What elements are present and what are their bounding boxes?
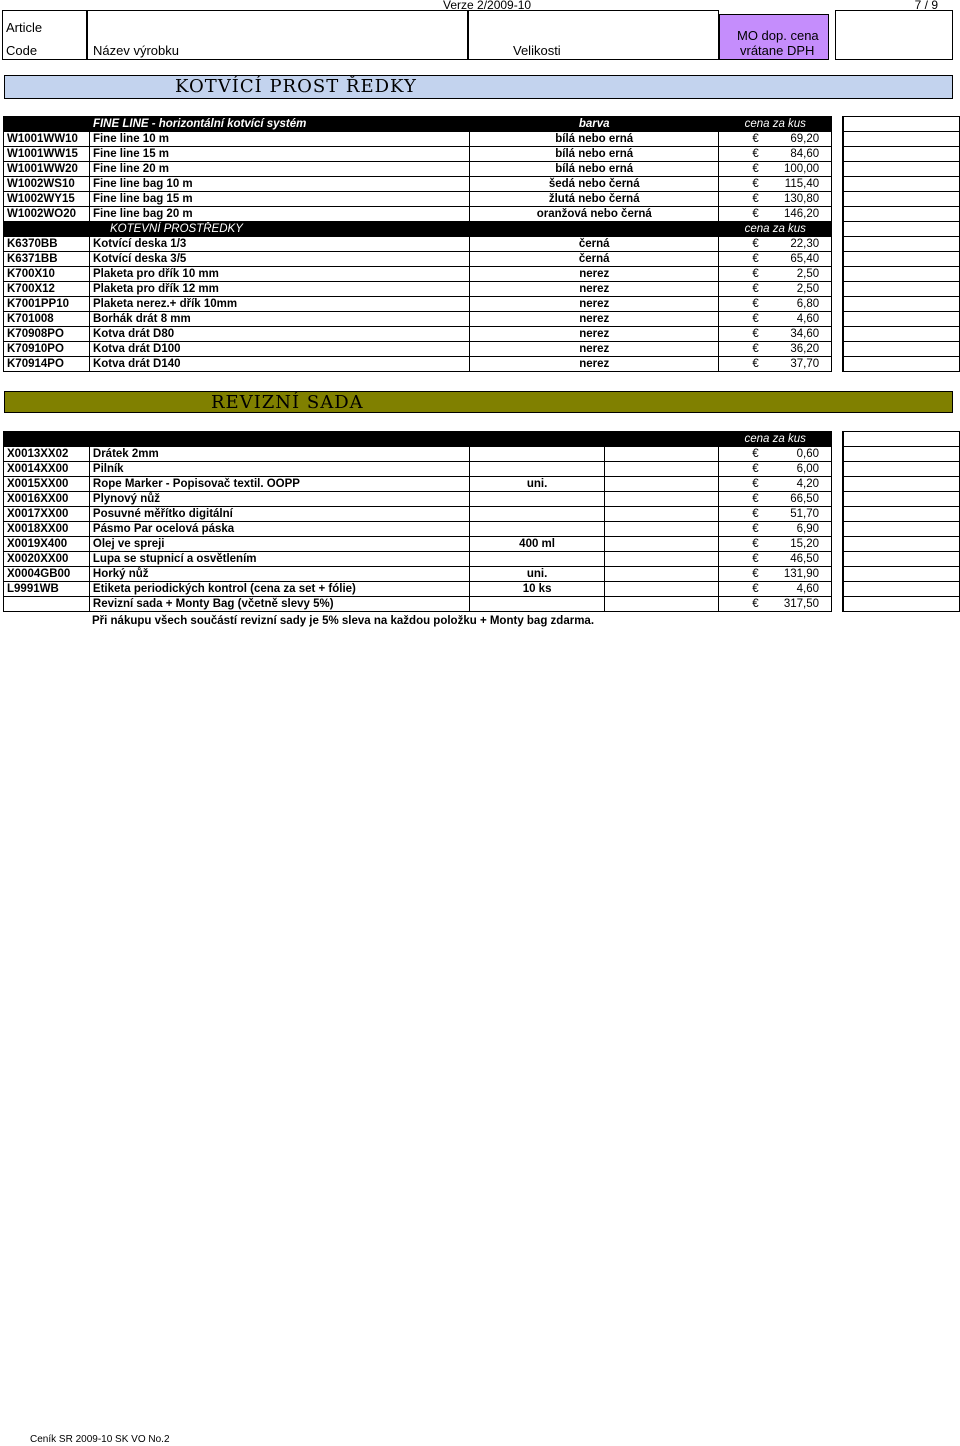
table-row: K700X10 Plaketa pro dřík 10 mm nerez € 2,50 [4, 267, 960, 282]
euro-icon: € [752, 133, 759, 145]
revizni-table [3, 431, 960, 612]
page-number: 7 / 9 [914, 0, 938, 12]
header-article: Article [6, 20, 43, 35]
table-row: X0013XX02 Drátek 2mm € 0,60 [4, 447, 960, 462]
euro-icon: € [752, 208, 759, 220]
table-row: K7001PP10 Plaketa nerez.+ dřík 10mm nerez € 6,80 [4, 297, 960, 312]
section-banner-revizni: REVIZNÍ SADA [4, 391, 953, 413]
euro-icon: € [752, 538, 759, 550]
price-header: cena za kus [719, 222, 832, 237]
euro-icon: € [752, 358, 759, 370]
table-row: K701008 Borhák drát 8 mm nerez € 4,60 [4, 312, 960, 327]
price-header: cena za kus [719, 432, 832, 447]
header-price-line1: MO dop. cena [737, 28, 819, 43]
euro-icon: € [752, 463, 759, 475]
column-header [2, 10, 953, 60]
euro-icon: € [752, 238, 759, 250]
euro-icon: € [752, 478, 759, 490]
header-name: Název výrobku [93, 43, 179, 58]
table-row: W1002WO20 Fine line bag 20 m oranžová nebo černá € 146,20 [4, 207, 960, 222]
table-row: K6371BB Kotvící deska 3/5 černá € 65,40 [4, 252, 960, 267]
header-price-line2: vrátane DPH [740, 43, 815, 58]
table-row: X0019X400 Olej ve spreji 400 ml € 15,20 [4, 537, 960, 552]
group-title: FINE LINE - horizontální kotvící systém [89, 117, 469, 132]
kotvici-table [3, 116, 960, 372]
euro-icon: € [752, 163, 759, 175]
table-row: W1001WW20 Fine line 20 m bílá nebo erná € 100,00 [4, 162, 960, 177]
table-row: X0004GB00 Horký nůž uni. € 131,90 [4, 567, 960, 582]
euro-icon: € [752, 583, 759, 595]
table-row: K6370BB Kotvící deska 1/3 černá € 22,30 [4, 237, 960, 252]
header-extra-cell [835, 10, 953, 60]
group-header-fine-line [4, 117, 960, 132]
table-row: K70914PO Kotva drát D140 nerez € 37,70 [4, 357, 960, 372]
table-row: X0015XX00 Rope Marker - Popisovač textil. OOPP uni. € 4,20 [4, 477, 960, 492]
table-row: X0020XX00 Lupa se stupnicí a osvětlením € 46,50 [4, 552, 960, 567]
header-code: Code [6, 43, 38, 58]
table-row: X0014XX00 Pilník € 6,00 [4, 462, 960, 477]
table-row: K70908PO Kotva drát D80 nerez € 34,60 [4, 327, 960, 342]
table-row-total: Revizní sada + Monty Bag (včetně slevy 5%) € 317,50 [4, 597, 960, 612]
section-banner-kotvici: KOTVÍCÍ PROST ŘEDKY [4, 75, 953, 99]
page-footer: Ceník SR 2009-10 SK VO No.2 [30, 1434, 170, 1445]
table-row: W1001WW15 Fine line 15 m bílá nebo erná € 84,60 [4, 147, 960, 162]
euro-icon: € [752, 253, 759, 265]
euro-icon: € [752, 598, 759, 610]
euro-icon: € [752, 298, 759, 310]
table-row: W1002WY15 Fine line bag 15 m žlutá nebo černá € 130,80 [4, 192, 960, 207]
euro-icon: € [752, 178, 759, 190]
document-version: Verze 2/2009-10 [443, 0, 532, 12]
table-row: X0016XX00 Plynový nůž € 66,50 [4, 492, 960, 507]
euro-icon: € [752, 148, 759, 160]
group-header-kotevni [4, 222, 960, 237]
euro-icon: € [752, 193, 759, 205]
color-header: barva [470, 117, 719, 132]
euro-icon: € [752, 313, 759, 325]
table-row: L9991WB Etiketa periodických kontrol (cena za set + fólie) 10 ks € 4,60 [4, 582, 960, 597]
price-header: cena za kus [719, 117, 832, 132]
euro-icon: € [752, 568, 759, 580]
euro-icon: € [752, 553, 759, 565]
euro-icon: € [752, 328, 759, 340]
group-header-revizni [4, 432, 960, 447]
table-row: X0017XX00 Posuvné měřítko digitální € 51,70 [4, 507, 960, 522]
table-row: K700X12 Plaketa pro dřík 12 mm nerez € 2,50 [4, 282, 960, 297]
euro-icon: € [752, 283, 759, 295]
header-size: Velikosti [513, 43, 561, 58]
table-row: W1001WW10 Fine line 10 m bílá nebo erná € 69,20 [4, 132, 960, 147]
euro-icon: € [752, 493, 759, 505]
table-row: X0018XX00 Pásmo Par ocelová páska € 6,90 [4, 522, 960, 537]
group-title: KOTEVNÍ PROSTŘEDKY [89, 222, 469, 237]
euro-icon: € [752, 523, 759, 535]
header-size-cell [468, 10, 719, 60]
euro-icon: € [752, 448, 759, 460]
table-row: W1002WS10 Fine line bag 10 m šedá nebo černá € 115,40 [4, 177, 960, 192]
euro-icon: € [752, 508, 759, 520]
table-row: K70910PO Kotva drát D100 nerez € 36,20 [4, 342, 960, 357]
discount-note: Při nákupu všech součástí revizní sady je 5% sleva na každou položku + Monty bag zdarma. [92, 615, 595, 627]
euro-icon: € [752, 343, 759, 355]
euro-icon: € [752, 268, 759, 280]
